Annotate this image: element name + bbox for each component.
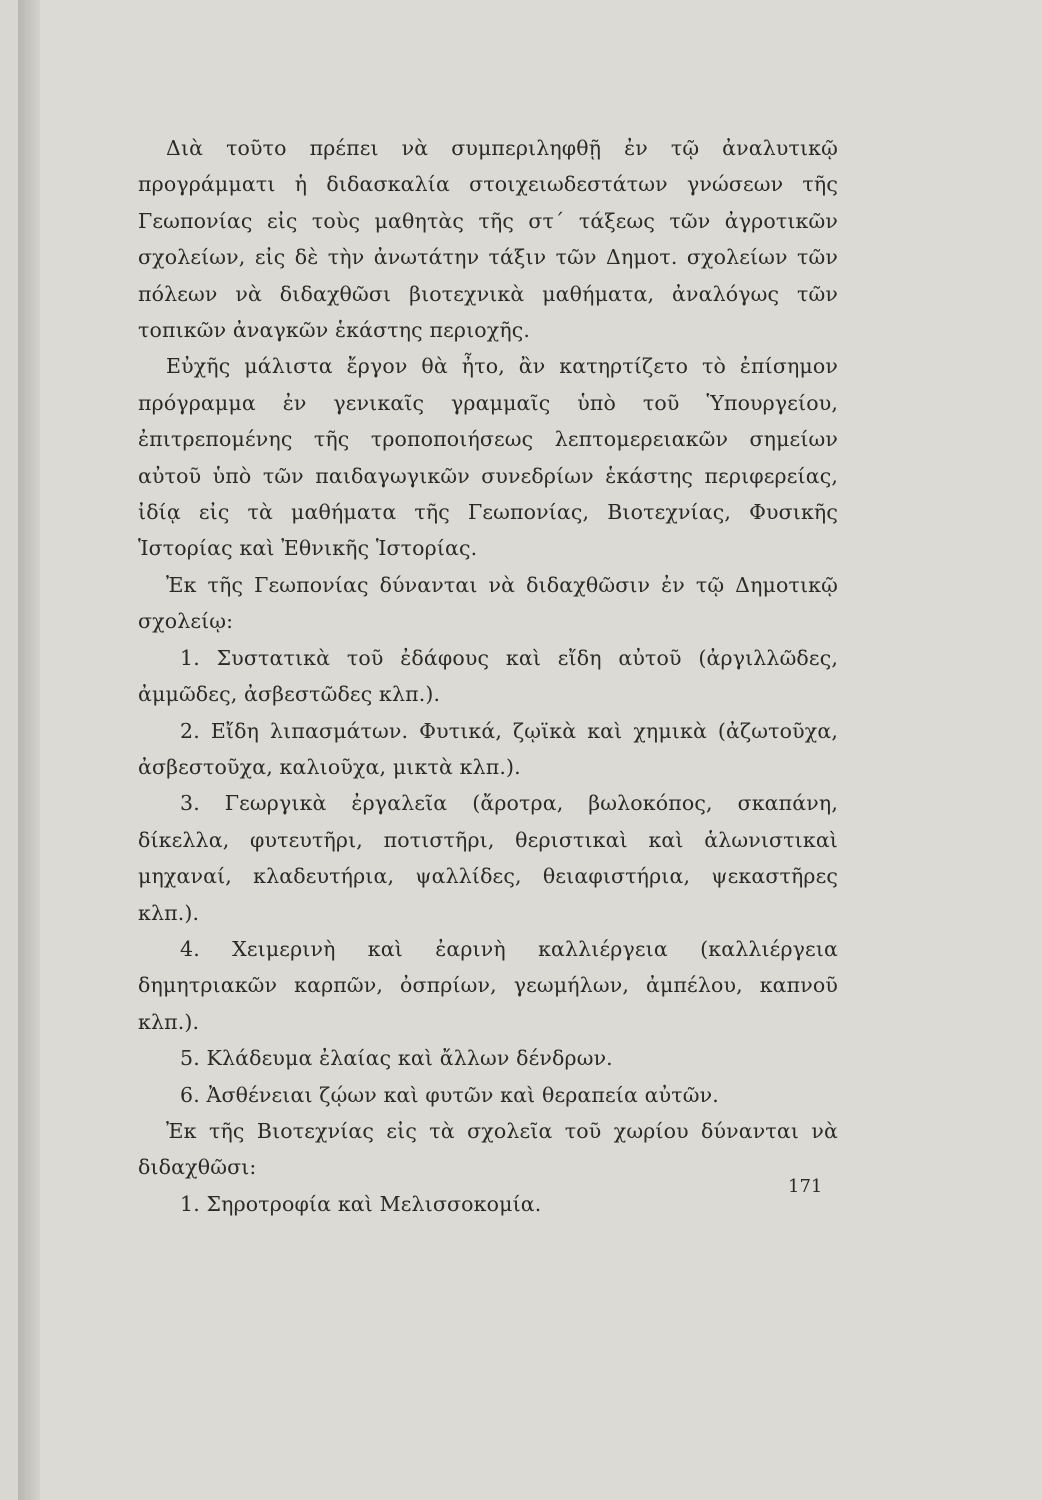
- paragraph: Εὐχῆς μάλιστα ἔργον θὰ ἦτο, ἂν κατηρτίζετο τὸ ἐπίσημον πρόγραμμα ἐν γενικαῖς γραμμαῖς ὑπὸ τοῦ Ὑπουργείου, ἐπιτρεπομένης τῆς τροποποιήσεως λεπτομερειακῶν σημείων αὐτοῦ ὑπὸ τῶν παιδαγωγικῶν συνεδρίων ἑκάστης περιφερείας, ἰδίᾳ εἰς τὰ μαθήματα τῆς Γεωπονίας, Βιοτεχνίας, Φυσικῆς Ἱστορίας καὶ Ἐθνικῆς Ἱστορίας.: [138, 354, 838, 561]
- list-item: 6. Ἀσθένειαι ζῴων καὶ φυτῶν καὶ θεραπεία αὐτῶν.: [180, 1082, 719, 1107]
- paragraph: Ἐκ τῆς Γεωπονίας δύνανται νὰ διδαχθῶσιν ἐν τῷ Δημοτικῷ σχολείῳ:: [138, 572, 838, 634]
- paragraph: Ἐκ τῆς Βιοτεχνίας εἰς τὰ σχολεῖα τοῦ χωρίου δύνανται νὰ διδαχθῶσι:: [138, 1118, 838, 1180]
- paragraph: Διὰ τοῦτο πρέπει νὰ συμπεριληφθῇ ἐν τῷ ἀναλυτικῷ προγράμματι ἡ διδασκαλία στοιχειωδεστάτων γνώσεων τῆς Γεωπονίας εἰς τοὺς μαθητὰς τῆς στ΄ τάξεως τῶν ἀγροτικῶν σχολείων, εἰς δὲ τὴν ἀνωτάτην τάξιν τῶν Δημοτ. σχολείων τῶν πόλεων νὰ διδαχθῶσι βιοτεχνικὰ μαθήματα, ἀναλόγως τῶν τοπικῶν ἀναγκῶν ἑκάστης περιοχῆς.: [138, 136, 838, 343]
- list-item: 2. Εἴδη λιπασμάτων. Φυτικά, ζῳϊκὰ καὶ χημικὰ (ἀζωτοῦχα, ἀσβεστοῦχα, καλιοῦχα, μικτὰ κλπ.).: [138, 718, 838, 779]
- list-item: 4. Χειμερινὴ καὶ ἐαρινὴ καλλιέργεια (καλλιέργεια δημητριακῶν καρπῶν, ὀσπρίων, γεωμήλων, ἀμπέλου, καπνοῦ κλπ.).: [138, 936, 838, 1034]
- book-page: [18, 0, 1042, 1500]
- body-text: [138, 130, 838, 1222]
- list-item: 1. Συστατικὰ τοῦ ἐδάφους καὶ εἴδη αὐτοῦ (ἀργιλλῶδες, ἀμμῶδες, ἀσβεστῶδες κλπ.).: [138, 645, 838, 707]
- page-binding-shadow: [18, 0, 40, 1500]
- list-item: 1. Σηροτροφία καὶ Μελισσοκομία.: [180, 1191, 542, 1216]
- list-item: 3. Γεωργικὰ ἐργαλεῖα (ἄροτρα, βωλοκόπος, σκαπάνη, δίκελλα, φυτευτῆρι, ποτιστῆρι, θεριστικαὶ καὶ ἁλωνιστικαὶ μηχαναί, κλαδευτήρια, ψαλλίδες, θειαφιστήρια, ψεκαστῆρες κλπ.).: [138, 791, 838, 925]
- page-number: 171: [788, 1176, 823, 1197]
- list-item: 5. Κλάδευμα ἐλαίας καὶ ἄλλων δένδρων.: [180, 1046, 613, 1071]
